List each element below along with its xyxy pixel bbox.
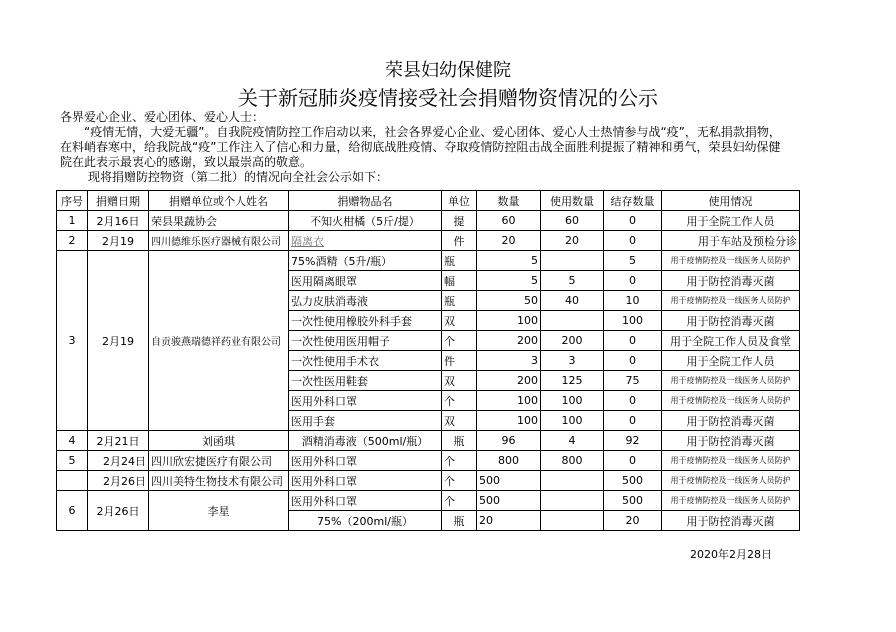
row-used: [541, 311, 604, 331]
row-left: 75: [604, 371, 662, 391]
row-no: 3: [57, 251, 88, 431]
row-qty: 100: [477, 311, 541, 331]
row-qty: 5: [477, 251, 541, 271]
row-left: 0: [604, 331, 662, 351]
document-title: 关于新冠肺炎疫情接受社会捐赠物资情况的公示: [238, 86, 658, 110]
row-usage: 用于疫情防控及一线医务人员防护: [662, 251, 800, 271]
row-unit: 瓶: [442, 291, 477, 311]
greeting: 各界爱心企业、爱心团体、爱心人士：: [60, 110, 265, 124]
row-usage: 用于疫情防控及一线医务人员防护: [662, 391, 800, 411]
row-left: 0: [604, 451, 662, 471]
header-usage: 使用情况: [662, 191, 800, 211]
row-item: 75%（200ml/瓶）: [289, 511, 442, 531]
row-no: 6: [57, 491, 88, 531]
row-unit: 双: [442, 411, 477, 431]
row-unit: 个: [442, 451, 477, 471]
row-no: 2: [57, 231, 88, 251]
donation-table: [56, 190, 800, 531]
header-date: 捐赠日期: [88, 191, 149, 211]
row-unit: 提: [442, 211, 477, 231]
row-used: [541, 491, 604, 511]
table-row: [57, 251, 800, 271]
row-left: 0: [604, 411, 662, 431]
row-item: 一次性使用橡胶外科手套: [289, 311, 442, 331]
row-item: 75%酒精（5升/瓶）: [289, 251, 442, 271]
footer-date: 2020年2月28日: [690, 548, 772, 561]
row-qty: 60: [477, 211, 541, 231]
row-usage: 用于全院工作人员: [662, 351, 800, 371]
row-qty: 500: [477, 471, 541, 491]
row-unit: 双: [442, 311, 477, 331]
row-left: 0: [604, 391, 662, 411]
row-used: 60: [541, 211, 604, 231]
row-used: 100: [541, 411, 604, 431]
organization-name: 荣县妇幼保健院: [385, 60, 511, 81]
row-unit: 瓶: [442, 251, 477, 271]
row-qty: 100: [477, 391, 541, 411]
row-date: 2月16日: [88, 211, 149, 231]
row-left: 20: [604, 511, 662, 531]
row-used: 100: [541, 391, 604, 411]
header-qty: 数量: [477, 191, 541, 211]
row-date: 2月19: [88, 251, 149, 431]
row-left: 500: [604, 471, 662, 491]
row-item: 医用外科口罩: [289, 491, 442, 511]
row-item-link[interactable]: 隔离衣: [289, 231, 442, 251]
row-item: 医用手套: [289, 411, 442, 431]
row-item: 弘力皮肤消毒液: [289, 291, 442, 311]
row-left: 100: [604, 311, 662, 331]
row-left: 0: [604, 351, 662, 371]
intro-body: “疫情无情，大爱无疆”。自我院疫情防控工作启动以来，社会各界爱心企业、爱心团体、爱心人士热情参与战“疫”，无私捐款捐物，在料峭春寒中，给我院战“疫”工作注入了信心和力量，给彻底战胜疫情、夺取疫情防控阻击战全面胜利提振了精神和勇气，荣县妇幼保健院在此表示最衷心的感谢，致以最崇高的敬意。: [60, 125, 781, 169]
row-usage: 用于疫情防控及一线医务人员防护: [662, 491, 800, 511]
row-usage: 用于疫情防控及一线医务人员防护: [662, 291, 800, 311]
row-no: [57, 471, 88, 491]
row-donor: 李星: [149, 491, 289, 531]
row-qty: 20: [477, 231, 541, 251]
row-item: 医用外科口罩: [289, 471, 442, 491]
row-unit: 瓶: [442, 511, 477, 531]
row-usage: 用于车站及预检分诊: [662, 231, 800, 251]
table-row: [57, 451, 800, 471]
table-header-row: [57, 191, 800, 211]
row-qty: 5: [477, 271, 541, 291]
row-qty: 96: [477, 431, 541, 451]
row-used: [541, 251, 604, 271]
row-date: 2月21日: [88, 431, 149, 451]
row-date: 2月26日: [88, 491, 149, 531]
row-unit: 个: [442, 471, 477, 491]
row-qty: 3: [477, 351, 541, 371]
row-used: 20: [541, 231, 604, 251]
row-usage: 用于疫情防控及一线医务人员防护: [662, 471, 800, 491]
row-item: 一次性使用手术衣: [289, 351, 442, 371]
intro-text: [60, 110, 782, 185]
row-item: 医用隔离眼罩: [289, 271, 442, 291]
row-unit: 双: [442, 371, 477, 391]
table-row: [57, 471, 800, 491]
row-used: 40: [541, 291, 604, 311]
row-date: 2月24日: [88, 451, 149, 471]
header-unit: 单位: [442, 191, 477, 211]
row-unit: 个: [442, 331, 477, 351]
row-left: 0: [604, 231, 662, 251]
row-used: [541, 511, 604, 531]
row-donor: 四川欣宏捷医疗有限公司: [149, 451, 289, 471]
row-used: 200: [541, 331, 604, 351]
row-item: 不知火柑橘（5斤/提）: [289, 211, 442, 231]
table-row: [57, 231, 800, 251]
row-donor: 自贡骏燕瑞德祥药业有限公司: [149, 251, 289, 431]
row-usage: 用于防控消毒灭菌: [662, 311, 800, 331]
row-left: 10: [604, 291, 662, 311]
row-usage: 用于全院工作人员: [662, 211, 800, 231]
row-used: 800: [541, 451, 604, 471]
row-no: 1: [57, 211, 88, 231]
header-no: 序号: [57, 191, 88, 211]
row-used: 125: [541, 371, 604, 391]
row-usage: 用于防控消毒灭菌: [662, 411, 800, 431]
header-item: 捐赠物品名: [289, 191, 442, 211]
header-left: 结存数量: [604, 191, 662, 211]
row-item: 酒精消毒液（500ml/瓶）: [289, 431, 442, 451]
table-row: [57, 491, 800, 511]
row-no: 4: [57, 431, 88, 451]
row-qty: 50: [477, 291, 541, 311]
row-left: 0: [604, 211, 662, 231]
row-unit: 幅: [442, 271, 477, 291]
row-qty: 100: [477, 411, 541, 431]
row-item: 一次性使用医用帽子: [289, 331, 442, 351]
row-donor: 刘函琪: [149, 431, 289, 451]
row-left: 92: [604, 431, 662, 451]
row-qty: 200: [477, 371, 541, 391]
row-item: 一次性医用鞋套: [289, 371, 442, 391]
row-date: 2月26日: [88, 471, 149, 491]
header-used: 使用数量: [541, 191, 604, 211]
row-qty: 20: [477, 511, 541, 531]
intro-sub: 现将捐赠防控物资（第二批）的情况向全社会公示如下：: [88, 170, 389, 184]
row-date: 2月19: [88, 231, 149, 251]
row-usage: 用于防控消毒灭菌: [662, 511, 800, 531]
row-unit: 件: [442, 351, 477, 371]
row-donor: 四川美特生物技术有限公司: [149, 471, 289, 491]
row-left: 5: [604, 251, 662, 271]
row-donor: 四川德维乐医疗器械有限公司: [149, 231, 289, 251]
row-usage: 用于疫情防控及一线医务人员防护: [662, 451, 800, 471]
row-unit: 瓶: [442, 431, 477, 451]
table-row: [57, 431, 800, 451]
row-used: 5: [541, 271, 604, 291]
row-qty: 500: [477, 491, 541, 511]
row-qty: 800: [477, 451, 541, 471]
row-usage: 用于防控消毒灭菌: [662, 271, 800, 291]
header-donor: 捐赠单位或个人姓名: [149, 191, 289, 211]
row-used: 3: [541, 351, 604, 371]
row-usage: 用于疫情防控及一线医务人员防护: [662, 371, 800, 391]
row-left: 500: [604, 491, 662, 511]
row-item: 医用外科口罩: [289, 391, 442, 411]
row-used: [541, 471, 604, 491]
row-usage: 用于防控消毒灭菌: [662, 431, 800, 451]
row-unit: 个: [442, 491, 477, 511]
row-item: 医用外科口罩: [289, 451, 442, 471]
row-unit: 件: [442, 231, 477, 251]
row-no: 5: [57, 451, 88, 471]
table-row: [57, 211, 800, 231]
row-usage: 用于全院工作人员及食堂: [662, 331, 800, 351]
row-left: 0: [604, 271, 662, 291]
row-unit: 个: [442, 391, 477, 411]
row-qty: 200: [477, 331, 541, 351]
row-donor: 荣县果蔬协会: [149, 211, 289, 231]
row-used: 4: [541, 431, 604, 451]
